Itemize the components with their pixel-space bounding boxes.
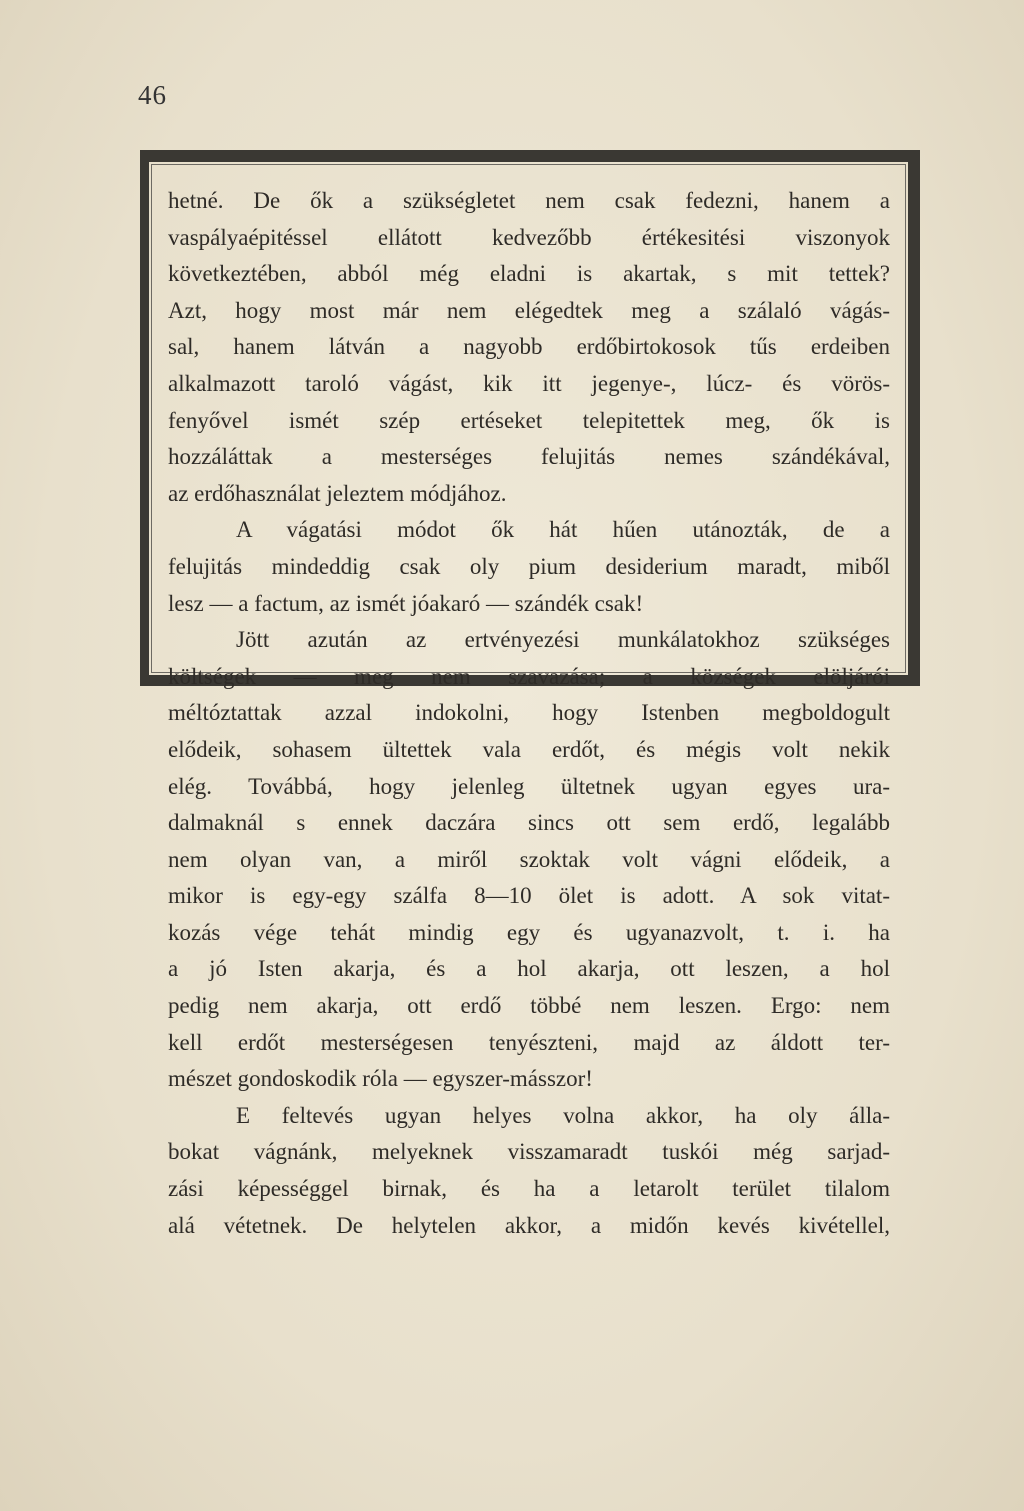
- text-line: alkalmazott taroló vágást, kik itt jegenye-, lúcz- és vörös-: [168, 370, 890, 396]
- text-line: elődeik, sohasem ültettek vala erdőt, és mégis volt nekik: [168, 736, 890, 762]
- text-line: sal, hanem látván a nagyobb erdőbirtokosok tűs erdeiben: [168, 334, 890, 360]
- text-line: vaspályaépitéssel ellátott kedvezőbb értékesitési viszonyok: [168, 224, 890, 250]
- text-line: kell erdőt mesterségesen tenyészteni, majd az áldott ter-: [168, 1029, 890, 1055]
- text-line: költségek — meg nem szavazása; a községek elöljárói: [168, 663, 890, 689]
- text-line: alá vétetnek. De helytelen akkor, a midőn kevés kivétellel,: [168, 1212, 890, 1238]
- text-line: pedig nem akarja, ott erdő többé nem leszen. Ergo: nem: [168, 993, 890, 1019]
- text-line: zási képességgel birnak, és ha a letarolt terület tilalom: [168, 1176, 890, 1202]
- text-line: E feltevés ugyan helyes volna akkor, ha oly álla-: [236, 1102, 890, 1128]
- text-line: az erdőhasználat jeleztem módjához.: [168, 480, 507, 506]
- body-text: [168, 183, 890, 1244]
- text-line: A vágatási módot ők hát hűen utánozták, de a: [236, 517, 890, 543]
- text-line: lesz — a factum, az ismét jóakaró — szándék csak!: [168, 590, 644, 616]
- text-line: bokat vágnánk, melyeknek visszamaradt tuskói még sarjad-: [168, 1139, 890, 1165]
- text-line: mészet gondoskodik róla — egyszer-másszor!: [168, 1066, 593, 1092]
- text-line: fenyővel ismét szép ertéseket telepitettek meg, ők is: [168, 407, 890, 433]
- text-line: felujitás mindeddig csak oly pium desiderium maradt, miből: [168, 553, 890, 579]
- text-line: elég. Továbbá, hogy jelenleg ültetnek ugyan egyes ura-: [168, 773, 890, 799]
- text-line: következtében, abból még eladni is akartak, s mit tettek?: [168, 261, 890, 287]
- text-line: méltóztattak azzal indokolni, hogy Istenben megboldogult: [168, 700, 890, 726]
- text-line: a jó Isten akarja, és a hol akarja, ott leszen, a hol: [168, 956, 890, 982]
- page-number: 46: [138, 80, 167, 110]
- text-line: dalmaknál s ennek daczára sincs ott sem erdő, legalább: [168, 810, 890, 836]
- text-line: kozás vége tehát mindig egy és ugyanazvolt, t. i. ha: [168, 919, 890, 945]
- text-line: Azt, hogy most már nem elégedtek meg a szálaló vágás-: [168, 297, 890, 323]
- text-line: mikor is egy-egy szálfa 8—10 ölet is adott. A sok vitat-: [168, 883, 890, 909]
- text-line: hetné. De ők a szükségletet nem csak fedezni, hanem a: [168, 188, 890, 213]
- text-line: nem olyan van, a miről szoktak volt vágni elődeik, a: [168, 846, 890, 872]
- text-line: hozzáláttak a mesterséges felujitás nemes szándékával,: [168, 444, 890, 470]
- text-line: Jött azután az ertvényezési munkálatokhoz szükséges: [236, 627, 890, 653]
